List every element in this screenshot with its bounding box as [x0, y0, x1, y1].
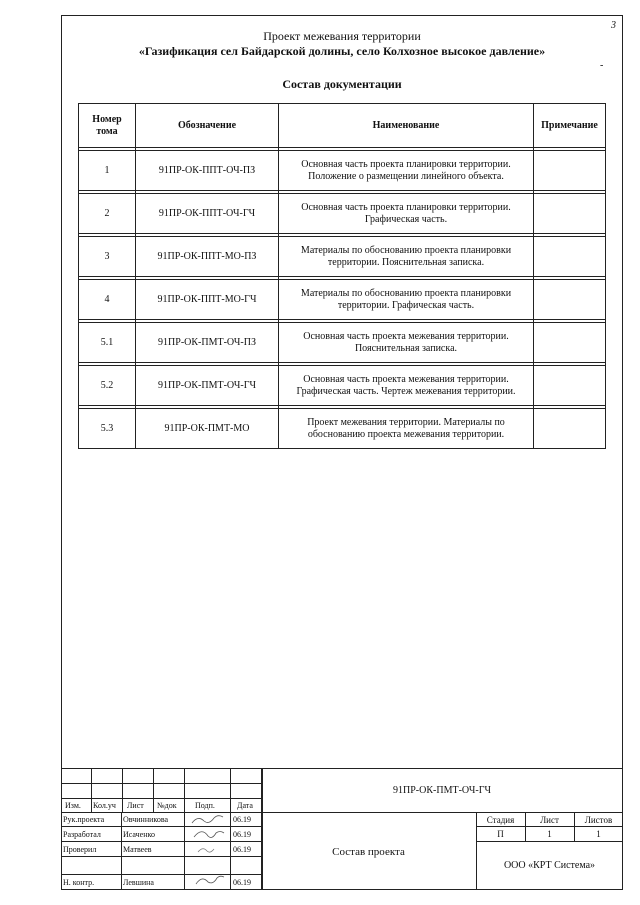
doc-name: Основная часть проекта межевания территории. Графическая часть. Чертеж межевания территории. — [279, 366, 534, 406]
stamp-person: Левшина — [123, 878, 154, 887]
project-subtitle: «Газификация сел Байдарской долины, село Колхозное высокое давление» — [138, 44, 546, 58]
stamp-date: 06.19 — [233, 830, 251, 839]
project-title: Проект межевания территории — [263, 29, 421, 43]
stamp-header-podp: Подп. — [195, 801, 215, 810]
doc-name: Проект межевания территории. Материалы по обоснованию проекта межевания территории. — [279, 409, 534, 449]
table-row — [79, 366, 606, 406]
doc-note — [534, 366, 606, 406]
col-header-name: Наименование — [279, 104, 534, 148]
volume-number: 5.2 — [79, 366, 136, 406]
stamp-header-izm: Изм. — [65, 801, 81, 810]
sheets-label: Листов — [584, 815, 613, 825]
stamp-doc-code: 91ПР-ОК-ПМТ-ОЧ-ГЧ — [393, 785, 491, 796]
table-row — [79, 280, 606, 320]
doc-code: 91ПР-ОК-ППТ-МО-ПЗ — [136, 237, 279, 277]
col-header-code: Обозначение — [136, 104, 279, 148]
stamp-doc-title: Состав проекта — [332, 846, 405, 858]
table-row — [79, 323, 606, 363]
stamp-header-list: Лист — [127, 801, 144, 810]
volume-number: 5.3 — [79, 409, 136, 449]
stage-label: Стадия — [486, 815, 515, 825]
doc-note — [534, 323, 606, 363]
documentation-table — [78, 103, 606, 449]
col-header-volume: Номер тома — [79, 104, 136, 148]
page-number: 3 — [611, 20, 616, 31]
doc-note — [534, 151, 606, 191]
dash-mark: - — [600, 60, 604, 71]
doc-code: 91ПР-ОК-ППТ-ОЧ-ГЧ — [136, 194, 279, 234]
doc-code: 91ПР-ОК-ППТ-ОЧ-ПЗ — [136, 151, 279, 191]
volume-number: 3 — [79, 237, 136, 277]
table-row — [79, 194, 606, 234]
stamp-date: 06.19 — [233, 878, 251, 887]
stamp-header-ndok: №док — [157, 801, 177, 810]
company-name: ООО «КРТ Система» — [503, 860, 596, 871]
stamp-date: 06.19 — [233, 845, 251, 854]
sheet-label: Лист — [540, 815, 559, 825]
doc-note — [534, 194, 606, 234]
stamp-role: Н. контр. — [63, 878, 95, 887]
sheet-value: 1 — [547, 829, 552, 839]
title-block — [61, 768, 623, 890]
volume-number: 2 — [79, 194, 136, 234]
table-row — [79, 409, 606, 449]
doc-code: 91ПР-ОК-ПМТ-ОЧ-ПЗ — [136, 323, 279, 363]
doc-name: Основная часть проекта планировки территории. Графическая часть. — [279, 194, 534, 234]
stamp-role: Проверил — [63, 845, 97, 854]
doc-note — [534, 237, 606, 277]
doc-note — [534, 409, 606, 449]
volume-number: 5.1 — [79, 323, 136, 363]
doc-code: 91ПР-ОК-ППТ-МО-ГЧ — [136, 280, 279, 320]
doc-note — [534, 280, 606, 320]
table-row — [79, 151, 606, 191]
volume-number: 4 — [79, 280, 136, 320]
doc-name: Основная часть проекта межевания территории. Пояснительная записка. — [279, 323, 534, 363]
doc-name: Материалы по обоснованию проекта планировки территории. Графическая часть. — [279, 280, 534, 320]
doc-code: 91ПР-ОК-ПМТ-ОЧ-ГЧ — [136, 366, 279, 406]
stamp-role: Рук.проекта — [63, 815, 105, 824]
stamp-person: Матвеев — [123, 845, 152, 854]
stage-value: П — [497, 829, 504, 839]
section-title: Состав документации — [282, 77, 402, 91]
table-row — [79, 237, 606, 277]
doc-name: Основная часть проекта планировки территории. Положение о размещении линейного объекта. — [279, 151, 534, 191]
stamp-header-kol: Кол.уч — [93, 801, 116, 810]
stamp-date: 06.19 — [233, 815, 251, 824]
stamp-role: Разработал — [63, 830, 101, 839]
signatures-graphic — [186, 812, 230, 890]
volume-number: 1 — [79, 151, 136, 191]
stamp-person: Исаченко — [123, 830, 155, 839]
col-header-note: Примечание — [534, 104, 606, 148]
stamp-header-data: Дата — [237, 801, 253, 810]
doc-name: Материалы по обоснованию проекта планировки территории. Пояснительная записка. — [279, 237, 534, 277]
sheets-value: 1 — [596, 829, 601, 839]
doc-code: 91ПР-ОК-ПМТ-МО — [136, 409, 279, 449]
stamp-person: Овчинникова — [123, 815, 169, 824]
